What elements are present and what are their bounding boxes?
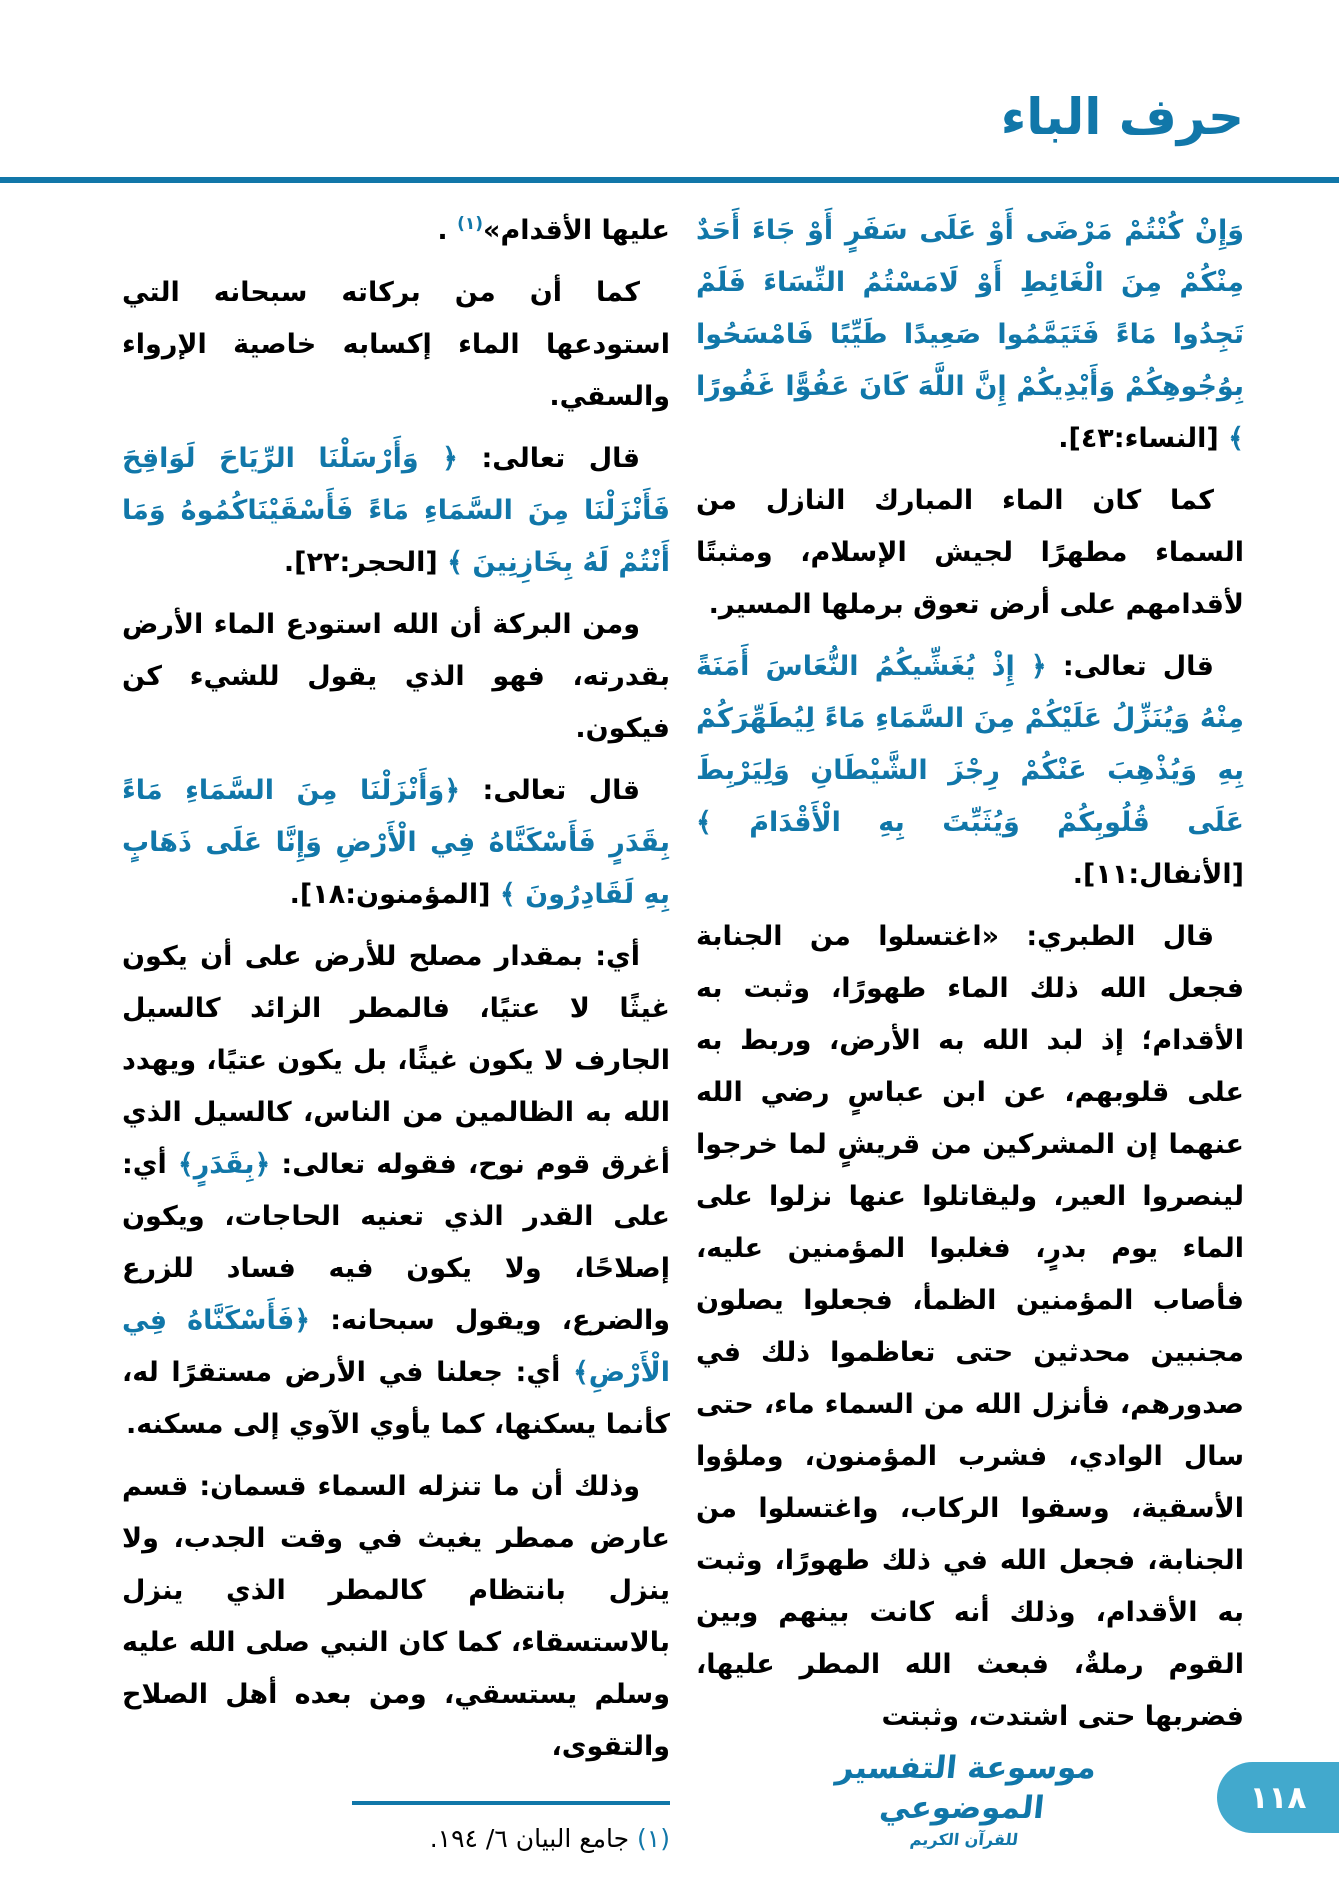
commentary-paragraph (122, 931, 670, 1451)
body-text: قال تعالى: (458, 443, 640, 474)
body-paragraph (122, 1461, 670, 1773)
publisher-logo-title: موسوعة التفسير الموضوعي (834, 1750, 1099, 1827)
body-paragraph (696, 911, 1244, 1743)
footnote-number: (١) (637, 1824, 670, 1853)
body-text: ومن البركة أن الله استودع الماء الأرض بقدرته، فهو الذي يقول للشيء كن فيكون. (122, 609, 670, 744)
body-text: قال الطبري: «اغتسلوا من الجنابة فجعل الله ذلك الماء طهورًا، وثبت به الأقدام؛ إذ لبد الله به الأرض، وربط به على قلوبهم، عن ابن عباسٍ رضي الله عنهما إن المشركين من قريشٍ لما خرجوا لينصروا العير، وليقاتلوا عنها نزلوا على الماء يوم بدرٍ، فغلبوا المؤمنين عليه، فأصاب المؤمنين الظمأ، فجعلوا يصلون مجنبين محدثين حتى تعاظموا ذلك في صدورهم، فأنزل الله من السماء ماء، حتى سال الوادي، فشرب المؤمنون، وملؤوا الأسقية، وسقوا الركاب، واغتسلوا من الجنابة، فجعل الله في ذلك طهورًا، وثبت به الأقدام، وذلك أنه كانت بينهم وبين القوم رملةٌ، فبعث الله المطر عليها، فضربها حتى اشتدت، وثبتت (696, 921, 1244, 1732)
quran-verse-text: ﴿ وَأَرْسَلْنَا الرِّيَاحَ لَوَاقِحَ فَأَنْزَلْنَا مِنَ السَّمَاءِ مَاءً فَأَسْقَيْنَاكُمُوهُ وَمَا أَنْتُمْ لَهُ بِخَازِنِينَ ﴾ (122, 443, 670, 578)
page-number: ١١٨ (1249, 1779, 1307, 1816)
body-text: عليها الأقدام» (483, 215, 670, 246)
quran-verse-text: ﴿وَأَنْزَلْنَا مِنَ السَّمَاءِ مَاءً بِقَدَرٍ فَأَسْكَنَّاهُ فِي الْأَرْضِ وَإِنَّا عَلَى ذَهَابٍ بِهِ لَقَادِرُونَ ﴾ (122, 775, 670, 910)
body-paragraph (696, 475, 1244, 631)
quran-verse-text: ﴿ إِذْ يُغَشِّيكُمُ النُّعَاسَ أَمَنَةً مِنْهُ وَيُنَزِّلُ عَلَيْكُمْ مِنَ السَّمَاءِ مَاءً لِيُطَهِّرَكُمْ بِهِ وَيُذْهِبَ عَنْكُمْ رِجْزَ الشَّيْطَانِ وَلِيَرْبِطَ عَلَى قُلُوبِكُمْ وَيُثَبِّتَ بِهِ الْأَقْدَامَ ﴾ (696, 651, 1244, 838)
body-text: أي: على القدر الذي تعنيه الحاجات، ويكون إصلاحًا، ولا يكون فيه فساد للزرع والضرع، ويقول سبحانه: (122, 1149, 670, 1336)
footnote (122, 1819, 670, 1859)
footnote-text: جامع البيان ٦/ ١٩٤. (429, 1824, 630, 1853)
body-text: وذلك أن ما تنزله السماء قسمان: قسم عارض ممطر يغيث في وقت الجدب، ولا ينزل بانتظام كالمطر الذي ينزل بالاستسقاء، كما كان النبي صلى الله عليه وسلم يستسقي، ومن بعده أهل الصلاح والتقوى، (122, 1471, 670, 1762)
body-paragraph (122, 205, 670, 257)
quran-quote-inline: ﴿فَأَسْكَنَّاهُ فِي الْأَرْضِ﴾ (122, 1305, 670, 1388)
column-right (696, 205, 1244, 1753)
body-text: قال تعالى: (1046, 651, 1214, 682)
body-text: أي: بمقدار مصلح للأرض على أن يكون غيثًا لا عتيًا، فالمطر الزائد كالسيل الجارف لا يكون غيثًا، بل يكون عتيًا، ويهدد الله به الظالمين من الناس، كالسيل الذي أغرق قوم نوح، فقوله تعالى: (122, 941, 670, 1180)
footnote-separator (352, 1801, 670, 1805)
body-text: أي: جعلنا في الأرض مستقرًا له، كأنما يسكنها، كما يأوي الآوي إلى مسكنه. (122, 1357, 670, 1440)
verse-reference: [المؤمنون:١٨]. (289, 879, 491, 910)
body-text: قال تعالى: (460, 775, 640, 806)
body-paragraph (122, 267, 670, 423)
quran-verse-paragraph (696, 641, 1244, 901)
quran-verse-paragraph (696, 205, 1244, 465)
verse-reference: [الأنفال:١١]. (1072, 859, 1244, 890)
publisher-logo-subtitle: للقرآن الكريم (909, 1829, 1020, 1849)
body-text: كما أن من بركاته سبحانه التي استودعها الماء إكسابه خاصية الإرواء والسقي. (122, 277, 670, 412)
publisher-logo (794, 1748, 1134, 1851)
page-number-badge (1217, 1762, 1339, 1833)
body-paragraph (122, 599, 670, 755)
footnote-marker-superscript: (١) (457, 214, 484, 234)
quran-verse-text: وَإِنْ كُنْتُمْ مَرْضَى أَوْ عَلَى سَفَرٍ أَوْ جَاءَ أَحَدٌ مِنْكُمْ مِنَ الْغَائِطِ أَوْ لَامَسْتُمُ النِّسَاءَ فَلَمْ تَجِدُوا مَاءً فَتَيَمَّمُوا صَعِيدًا طَيِّبًا فَامْسَحُوا بِوُجُوهِكُمْ وَأَيْدِيكُمْ إِنَّ اللَّهَ كَانَ عَفُوًّا غَفُورًا ﴾ (696, 215, 1244, 454)
chapter-heading: حرف الباء (1000, 88, 1244, 146)
verse-reference: [الحجر:٢٢]. (283, 547, 438, 578)
column-left (122, 205, 670, 1859)
body-text: كما كان الماء المبارك النازل من السماء مطهرًا لجيش الإسلام، ومثبتًا لأقدامهم على أرض تعوق برملها المسير. (696, 485, 1244, 620)
quran-verse-paragraph (122, 765, 670, 921)
verse-reference: [النساء:٤٣]. (1058, 423, 1219, 454)
quran-verse-paragraph (122, 433, 670, 589)
quran-quote-inline: ﴿بِقَدَرٍ﴾ (177, 1149, 271, 1180)
body-text: . (437, 215, 458, 246)
header-rule (0, 177, 1339, 183)
